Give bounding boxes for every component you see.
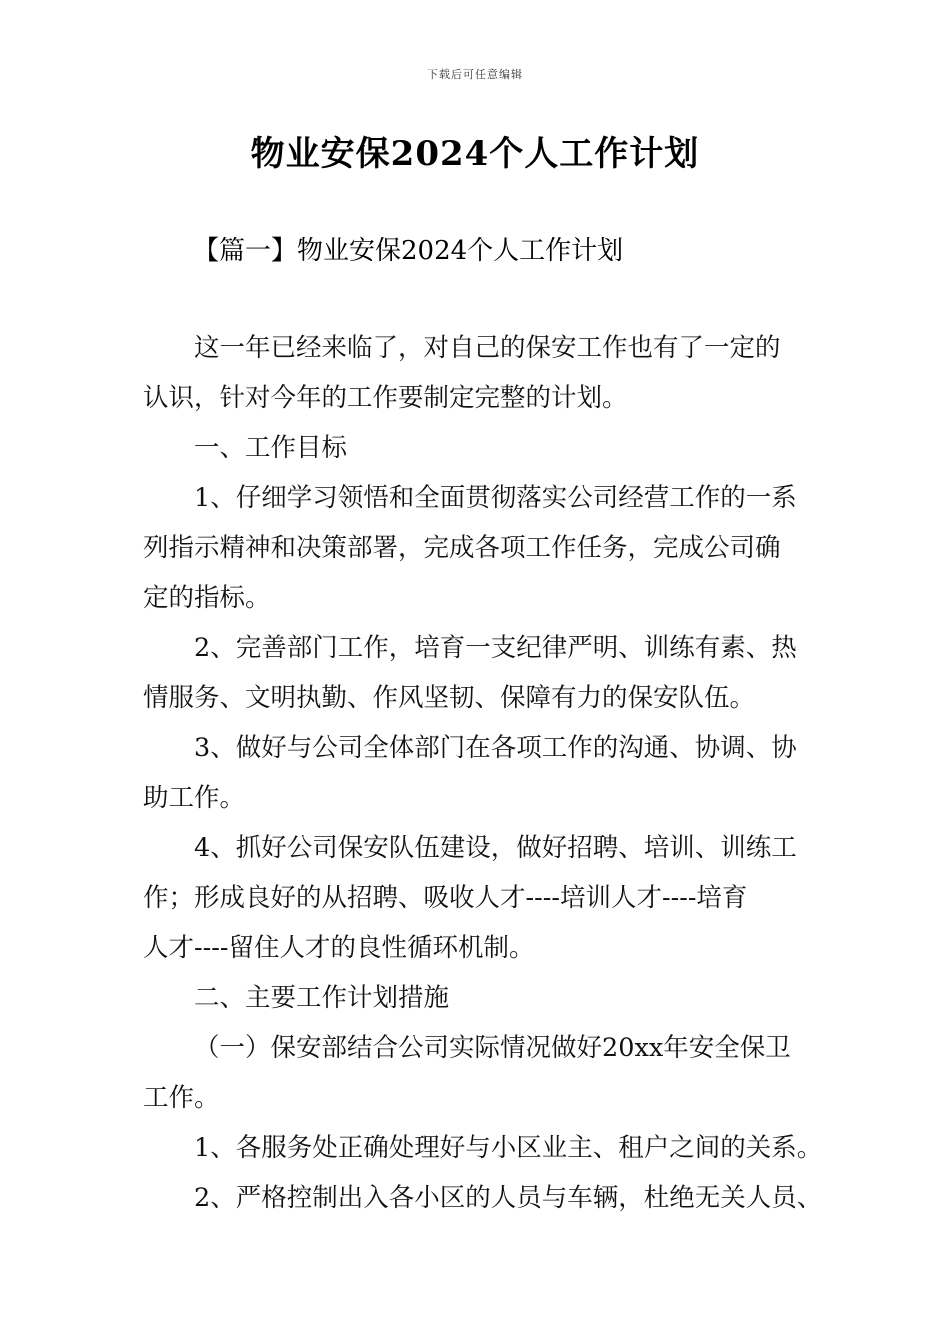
paragraph-line: 人才----留住人才的良性循环机制。	[143, 933, 535, 963]
heading-work-goals	[143, 423, 833, 473]
paragraph-goal-4	[143, 823, 833, 973]
paragraph-line: 1、仔细学习领悟和全面贯彻落实公司经营工作的一系	[194, 483, 797, 513]
paragraph-line: 情服务、文明执勤、作风坚韧、保障有力的保安队伍。	[143, 683, 756, 713]
paragraph-line: 定的指标。	[143, 583, 271, 613]
paragraph-intro	[143, 323, 833, 423]
paragraph-line: 作；形成良好的从招聘、吸收人才----培训人才----培育	[143, 883, 748, 913]
paragraph-measure-1	[143, 1023, 833, 1123]
header-note: 下载后可任意编辑	[427, 68, 523, 81]
document-title: 物业安保2024个人工作计划	[250, 134, 700, 174]
paragraph-line: 4、抓好公司保安队伍建设，做好招聘、培训、训练工	[194, 833, 797, 863]
paragraph-goal-3	[143, 723, 833, 823]
section-heading: 【篇一】物业安保2024个人工作计划	[193, 236, 624, 266]
paragraph-line: 一、工作目标	[194, 433, 348, 463]
paragraph-line: 助工作。	[143, 783, 246, 813]
paragraph-line: 3、做好与公司全体部门在各项工作的沟通、协调、协	[194, 733, 797, 763]
paragraph-line: （一）保安部结合公司实际情况做好20xx年安全保卫	[194, 1033, 791, 1063]
paragraph-line: 2、严格控制出入各小区的人员与车辆，杜绝无关人员、	[194, 1183, 823, 1213]
paragraph-item-2	[143, 1173, 833, 1223]
paragraph-goal-2	[143, 623, 833, 723]
document-body	[143, 323, 833, 1223]
paragraph-item-1	[143, 1123, 833, 1173]
paragraph-line: 这一年已经来临了，对自己的保安工作也有了一定的	[194, 333, 781, 363]
heading-main-measures	[143, 973, 833, 1023]
paragraph-line: 认识，针对今年的工作要制定完整的计划。	[143, 383, 628, 413]
paragraph-line: 1、各服务处正确处理好与小区业主、租户之间的关系。	[194, 1133, 823, 1163]
paragraph-line: 工作。	[143, 1083, 220, 1113]
paragraph-line: 二、主要工作计划措施	[194, 983, 450, 1013]
paragraph-line: 2、完善部门工作，培育一支纪律严明、训练有素、热	[194, 633, 797, 663]
paragraph-goal-1	[143, 473, 833, 623]
paragraph-line: 列指示精神和决策部署，完成各项工作任务，完成公司确	[143, 533, 781, 563]
